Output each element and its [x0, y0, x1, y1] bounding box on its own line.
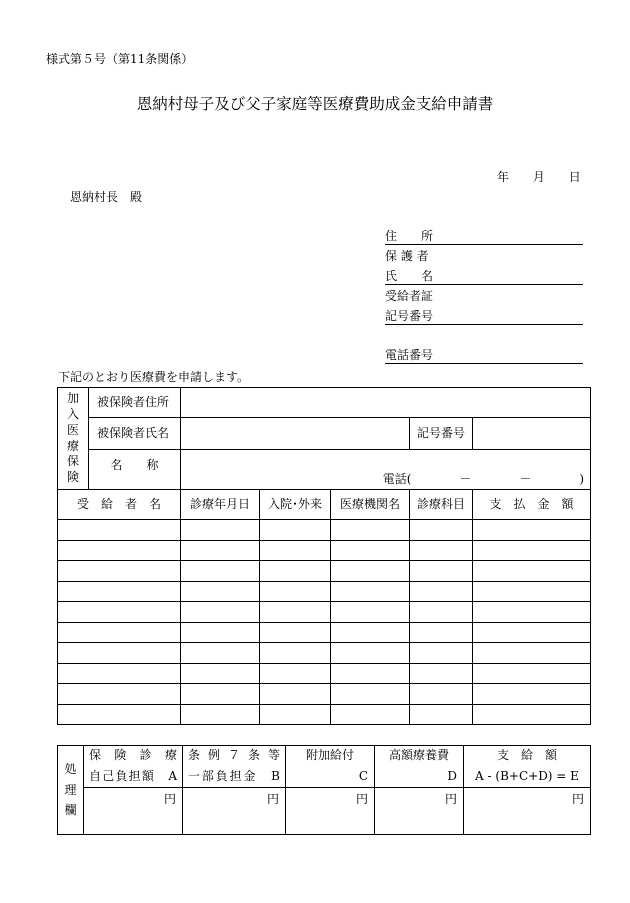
- applicant-name-label: 氏 名: [385, 269, 434, 283]
- recipient-name-cell[interactable]: [58, 684, 181, 705]
- table-row: [58, 520, 591, 541]
- department-cell[interactable]: [410, 520, 473, 541]
- header-ordinance-art7: 条例７条等: [183, 746, 286, 767]
- header-payment-amount: 支 給 額: [464, 746, 591, 767]
- treatment-date-cell[interactable]: [181, 663, 260, 684]
- org-name-field[interactable]: [181, 450, 591, 490]
- header-formula-e: A - (B+C+D) = E: [464, 767, 591, 788]
- payment-amount-cell[interactable]: [473, 704, 591, 725]
- payment-amount-cell[interactable]: [473, 622, 591, 643]
- institution-name-cell[interactable]: [331, 581, 410, 602]
- treatment-date-cell[interactable]: [181, 704, 260, 725]
- header-partial-pay-b: 一部負担金 B: [183, 767, 286, 788]
- payment-amount-cell[interactable]: [473, 602, 591, 623]
- applicant-cert-line: [385, 290, 583, 304]
- unit-yen: 円: [444, 792, 457, 806]
- insurance-side-label: 加 入 医 療 保 険: [58, 388, 89, 490]
- applicant-guardian-line: [385, 250, 583, 264]
- table-row: [58, 663, 591, 684]
- institution-name-cell[interactable]: [331, 622, 410, 643]
- department-cell[interactable]: [410, 622, 473, 643]
- institution-name-cell[interactable]: [331, 663, 410, 684]
- inpatient-outpatient-cell[interactable]: [260, 704, 331, 725]
- blank-rows: [58, 520, 591, 725]
- insured-name-label: 被保険者氏名: [89, 418, 181, 450]
- lead-text: 下記のとおり医療費を申請します。: [58, 370, 250, 384]
- code-number-label: 記号番号: [410, 418, 473, 450]
- department-cell[interactable]: [410, 663, 473, 684]
- applicant-phone-label: 電話番号: [385, 348, 434, 362]
- payment-amount-cell[interactable]: [473, 540, 591, 561]
- payment-amount-cell[interactable]: [473, 520, 591, 541]
- column-institution-name: 医療機関名: [331, 490, 410, 520]
- unit-yen: 円: [266, 792, 279, 806]
- amount-d-cell[interactable]: [375, 788, 464, 835]
- recipient-name-cell[interactable]: [58, 622, 181, 643]
- treatment-date-cell[interactable]: [181, 561, 260, 582]
- amount-e-cell[interactable]: [464, 788, 591, 835]
- institution-name-cell[interactable]: [331, 540, 410, 561]
- inpatient-outpatient-cell[interactable]: [260, 561, 331, 582]
- applicant-cert-number-line[interactable]: [385, 310, 583, 325]
- processing-table: [57, 745, 591, 835]
- applicant-address-label: 住 所: [385, 229, 434, 243]
- processing-side-label: 処 理 欄: [58, 746, 84, 835]
- treatment-date-cell[interactable]: [181, 684, 260, 705]
- insured-name-field[interactable]: [181, 418, 410, 450]
- header-self-pay-a: 自己負担額 A: [84, 767, 183, 788]
- applicant-cert-number-label: 記号番号: [385, 309, 434, 323]
- table-row: [58, 622, 591, 643]
- table-row: [58, 561, 591, 582]
- treatment-date-cell[interactable]: [181, 520, 260, 541]
- header-d: D: [375, 767, 464, 788]
- treatment-date-cell[interactable]: [181, 602, 260, 623]
- column-department: 診療科目: [410, 490, 473, 520]
- recipient-name-cell[interactable]: [58, 704, 181, 725]
- date-day-label: 日: [568, 170, 581, 184]
- inpatient-outpatient-cell[interactable]: [260, 643, 331, 664]
- payment-amount-cell[interactable]: [473, 561, 591, 582]
- org-name-label: 名 称: [89, 450, 181, 490]
- header-c: C: [286, 767, 375, 788]
- insured-address-field[interactable]: [181, 388, 591, 418]
- addressee: 恩納村長 殿: [70, 190, 143, 204]
- department-cell[interactable]: [410, 684, 473, 705]
- amount-c-cell[interactable]: [286, 788, 375, 835]
- department-cell[interactable]: [410, 561, 473, 582]
- payment-amount-cell[interactable]: [473, 684, 591, 705]
- treatment-date-cell[interactable]: [181, 643, 260, 664]
- applicant-phone-line[interactable]: [385, 349, 583, 364]
- recipient-name-cell[interactable]: [58, 581, 181, 602]
- header-additional-benefit: 附加給付: [286, 746, 375, 767]
- application-table: [57, 387, 591, 725]
- amount-a-cell[interactable]: [84, 788, 183, 835]
- department-cell[interactable]: [410, 704, 473, 725]
- recipient-name-cell[interactable]: [58, 540, 181, 561]
- department-cell[interactable]: [410, 643, 473, 664]
- org-phone-text: 電話( － － ): [382, 472, 585, 487]
- table-row: [58, 684, 591, 705]
- table-row: [58, 643, 591, 664]
- applicant-cert-label: 受給者証: [385, 289, 434, 303]
- header-insurance-care: 保険診療: [84, 746, 183, 767]
- unit-yen: 円: [163, 792, 176, 806]
- document-title: 恩納村母子及び父子家庭等医療費助成金支給申請書: [136, 95, 494, 113]
- inpatient-outpatient-cell[interactable]: [260, 581, 331, 602]
- institution-name-cell[interactable]: [331, 684, 410, 705]
- inpatient-outpatient-cell[interactable]: [260, 520, 331, 541]
- inpatient-outpatient-cell[interactable]: [260, 540, 331, 561]
- recipient-name-cell[interactable]: [58, 643, 181, 664]
- recipient-name-cell[interactable]: [58, 602, 181, 623]
- payment-amount-cell[interactable]: [473, 581, 591, 602]
- date-year-label: 年: [497, 170, 510, 184]
- recipient-name-cell[interactable]: [58, 561, 181, 582]
- inpatient-outpatient-cell[interactable]: [260, 663, 331, 684]
- table-row: [58, 602, 591, 623]
- treatment-date-cell[interactable]: [181, 622, 260, 643]
- form-number: 様式第５号（第11条関係）: [46, 52, 194, 66]
- unit-yen: 円: [355, 792, 368, 806]
- department-cell[interactable]: [410, 602, 473, 623]
- table-row: [58, 581, 591, 602]
- payment-amount-cell[interactable]: [473, 643, 591, 664]
- treatment-date-cell[interactable]: [181, 581, 260, 602]
- inpatient-outpatient-cell[interactable]: [260, 622, 331, 643]
- table-row: [58, 540, 591, 561]
- column-recipient-name: 受 給 者 名: [58, 490, 181, 520]
- table-row: [58, 704, 591, 725]
- inpatient-outpatient-cell[interactable]: [260, 602, 331, 623]
- institution-name-cell[interactable]: [331, 704, 410, 725]
- payment-amount-cell[interactable]: [473, 663, 591, 684]
- institution-name-cell[interactable]: [331, 561, 410, 582]
- applicant-name-line[interactable]: [385, 270, 583, 285]
- treatment-date-cell[interactable]: [181, 540, 260, 561]
- applicant-address-line[interactable]: [385, 230, 583, 245]
- column-inpatient-outpatient: 入院･外来: [260, 490, 331, 520]
- inpatient-outpatient-cell[interactable]: [260, 684, 331, 705]
- date-line: [497, 171, 581, 183]
- institution-name-cell[interactable]: [331, 520, 410, 541]
- applicant-guardian-label: 保 護 者: [385, 249, 429, 263]
- date-month-label: 月: [532, 170, 545, 184]
- department-cell[interactable]: [410, 540, 473, 561]
- recipient-name-cell[interactable]: [58, 663, 181, 684]
- recipient-name-cell[interactable]: [58, 520, 181, 541]
- institution-name-cell[interactable]: [331, 643, 410, 664]
- column-treatment-date: 診療年月日: [181, 490, 260, 520]
- header-high-cost-medical: 高額療養費: [375, 746, 464, 767]
- institution-name-cell[interactable]: [331, 602, 410, 623]
- column-payment-amount: 支 払 金 額: [473, 490, 591, 520]
- amount-b-cell[interactable]: [183, 788, 286, 835]
- insured-address-label: 被保険者住所: [89, 388, 181, 418]
- code-number-field[interactable]: [473, 418, 591, 450]
- unit-yen: 円: [571, 792, 584, 806]
- department-cell[interactable]: [410, 581, 473, 602]
